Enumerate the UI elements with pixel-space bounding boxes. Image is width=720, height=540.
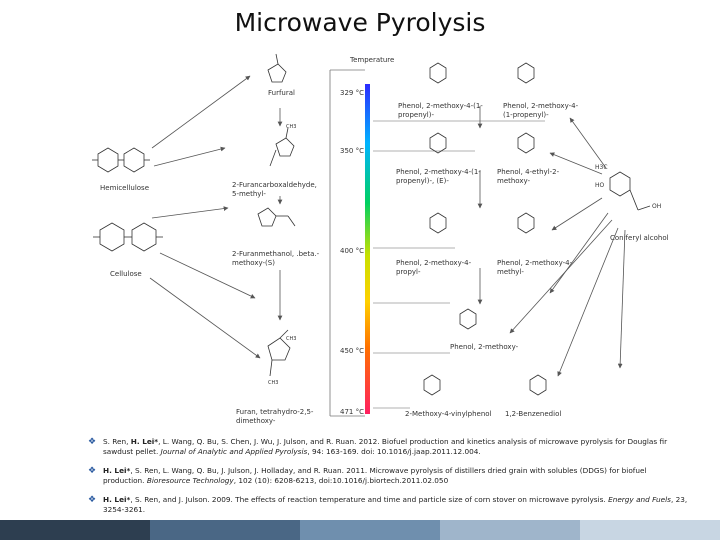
left-product-label: Furfural bbox=[268, 89, 295, 97]
temperature-label: 450 °C bbox=[340, 347, 364, 355]
slide-title: Microwave Pyrolysis bbox=[234, 8, 486, 37]
temperature-axis-label: Temperature bbox=[350, 56, 395, 64]
bullet-diamond-icon: ❖ bbox=[88, 495, 97, 505]
formula-label: CH3 bbox=[268, 380, 279, 386]
pyrolysis-figure bbox=[90, 48, 670, 420]
highlight-author: H. Lei* bbox=[103, 466, 131, 475]
left-product-label: 2-Furancarboxaldehyde, 5-methyl- bbox=[232, 181, 317, 198]
journal-name: Bioresource Technology bbox=[146, 476, 234, 485]
furanmethanol-structure bbox=[258, 208, 295, 226]
right-product-label: Phenol, 2-methoxy-4-methyl- bbox=[497, 259, 573, 276]
methylfurfural-structure bbox=[270, 128, 294, 166]
footer-segment bbox=[440, 520, 580, 540]
bullet-diamond-icon: ❖ bbox=[88, 437, 97, 447]
hemicellulose-label: Hemicellulose bbox=[100, 184, 149, 192]
formula-label: H3C bbox=[595, 164, 608, 171]
highlight-author: H. Lei* bbox=[103, 495, 131, 504]
reference-item: ❖ H. Lei*, S. Ren, L. Wang, Q. Bu, J. Julson, J. Holladay, and R. Ruan. 2011. Microwave pyrolysis of distillers dried grain with solubles (DDGS) for biofuel production. Bioresource Technology, 102 (10): 6208-6213, doi:10.1016/j.biortech.2011.02.050 bbox=[88, 466, 647, 485]
formula-label: CH3 bbox=[286, 124, 297, 130]
temperature-label: 329 °C bbox=[340, 89, 364, 97]
footer-bar bbox=[0, 520, 720, 540]
journal-name: Energy and Fuels bbox=[608, 495, 671, 504]
cellulose-structure bbox=[93, 223, 163, 251]
temperature-bar bbox=[365, 84, 370, 414]
bullet-diamond-icon: ❖ bbox=[88, 466, 97, 476]
temperature-label: 400 °C bbox=[340, 247, 364, 255]
reference-item: ❖ S. Ren, H. Lei*, L. Wang, Q. Bu, S. Chen, J. Wu, J. Julson, and R. Ruan. 2012. Biofuel production and kinetics analysis of microwave pyrolysis for Douglas fir sawdust pellet. Journal of Analytic and Applied Pyrolysis, 94: 163-169. doi: 10.1016/j.jaap.2011.12.004. bbox=[88, 437, 668, 456]
right-product-label: Phenol, 2-methoxy- bbox=[450, 343, 519, 351]
footer-segment bbox=[150, 520, 300, 540]
temperature-label: 350 °C bbox=[340, 147, 364, 155]
right-product-label: Phenol, 2-methoxy-4-(1-propenyl)- bbox=[503, 102, 579, 119]
left-product-label: Furan, tetrahydro-2,5-dimethoxy- bbox=[236, 408, 314, 425]
right-product-label: 1,2-Benzenediol bbox=[505, 410, 562, 418]
hemicellulose-structure bbox=[92, 148, 150, 172]
right-product-label: Phenol, 2-methoxy-4-(1-propenyl)- bbox=[398, 102, 483, 119]
furfural-structure bbox=[268, 54, 286, 82]
footer-segment bbox=[580, 520, 720, 540]
cellulose-label: Cellulose bbox=[110, 270, 142, 278]
highlight-author: H. Lei* bbox=[130, 437, 159, 446]
formula-label: OH bbox=[652, 203, 662, 210]
journal-name: Journal of Analytic and Applied Pyrolysis bbox=[160, 447, 308, 456]
coniferyl-label: Coniferyl alcohol bbox=[610, 234, 669, 242]
right-product-label: 2-Methoxy-4-vinylphenol bbox=[405, 410, 492, 418]
footer-segment bbox=[300, 520, 440, 540]
right-product-label: Phenol, 2-methoxy-4-propyl- bbox=[396, 259, 472, 276]
footer-segment bbox=[0, 520, 150, 540]
temperature-label: 471 °C bbox=[340, 408, 364, 416]
reference-item: ❖ H. Lei*, S. Ren, and J. Julson. 2009. The effects of reaction temperature and time and particle size of corn stover on microwave pyrolysis. Energy and Fuels, 23, 3254-3261. bbox=[88, 495, 688, 514]
right-product-label: Phenol, 2-methoxy-4-(1-propenyl)-, (E)- bbox=[396, 168, 481, 185]
formula-label: CH3 bbox=[286, 336, 297, 342]
left-product-label: 2-Furanmethanol, .beta.-methoxy-(S) bbox=[232, 250, 320, 267]
reference-list bbox=[88, 437, 688, 524]
formula-label: HO bbox=[595, 182, 605, 189]
right-product-label: Phenol, 4-ethyl-2-methoxy- bbox=[497, 168, 560, 185]
